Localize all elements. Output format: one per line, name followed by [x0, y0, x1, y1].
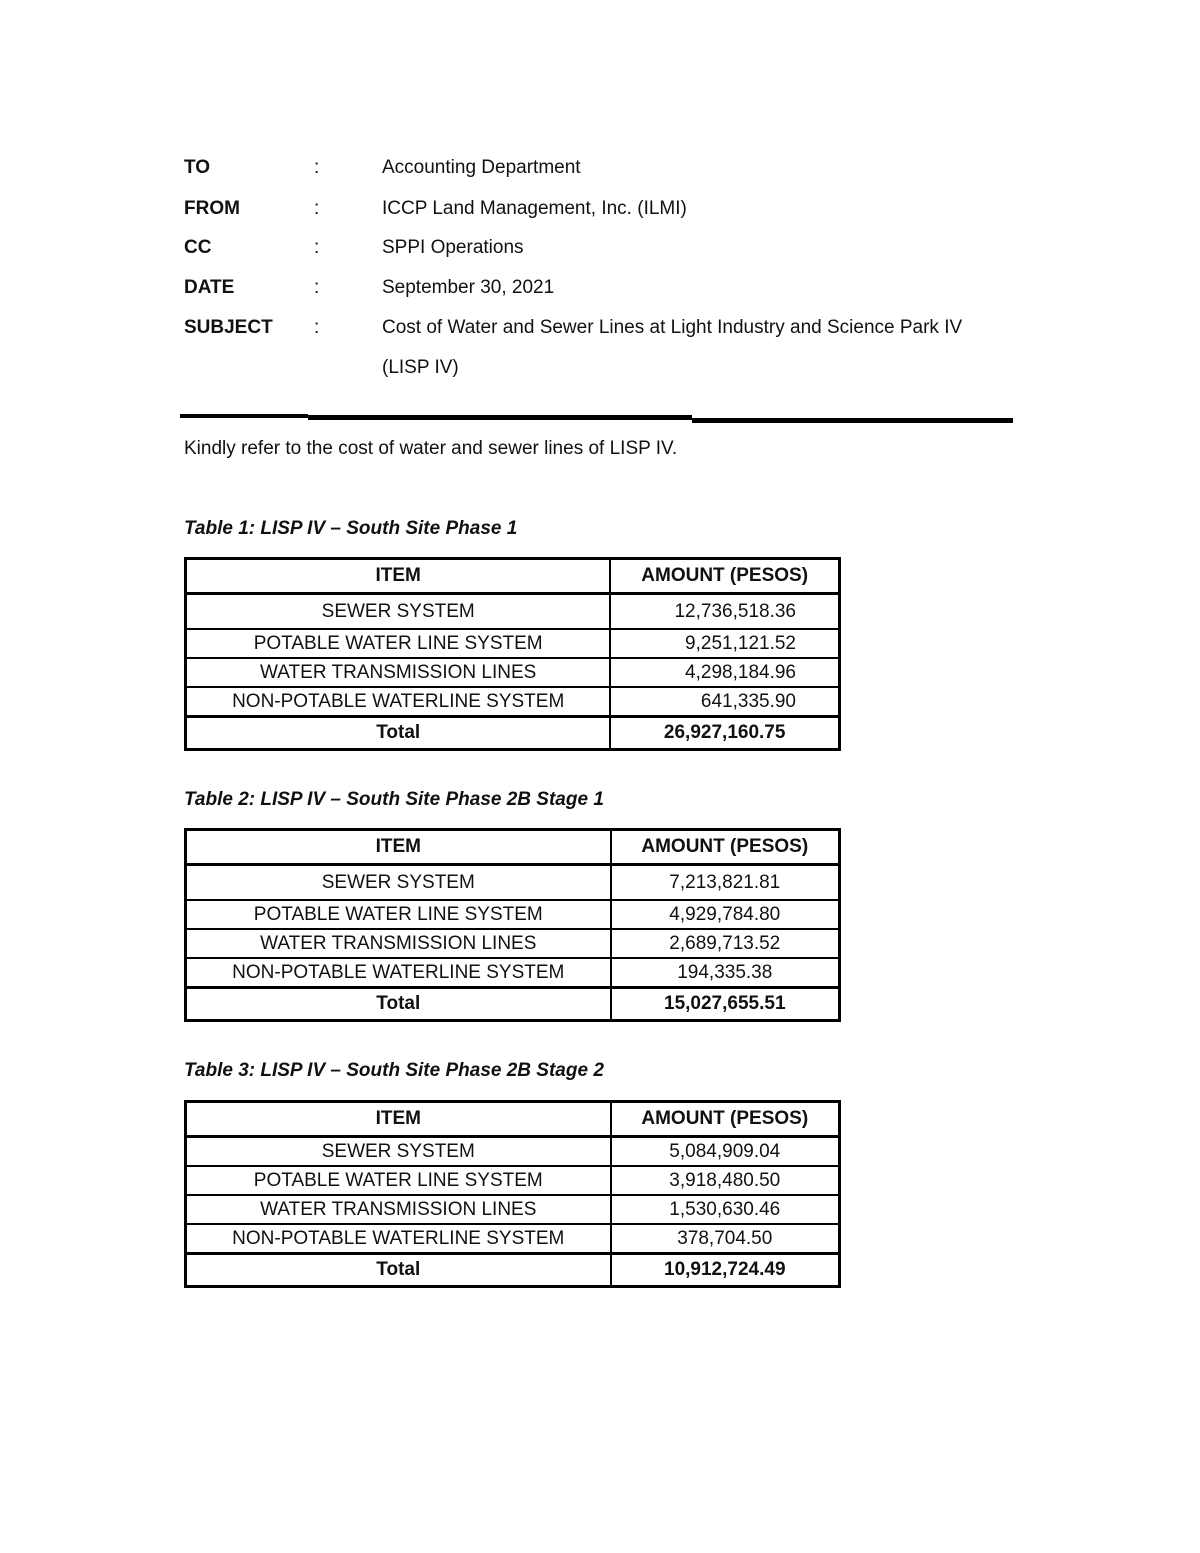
- table-row: [186, 865, 840, 901]
- row-amount: 7,213,821.81: [611, 865, 840, 901]
- row-amount: 194,335.38: [611, 958, 840, 988]
- column-header-amount: AMOUNT (PESOS): [610, 559, 839, 594]
- memo-date-value: September 30, 2021: [382, 277, 555, 298]
- memo-date-separator: :: [314, 277, 320, 298]
- table-row: [186, 900, 840, 929]
- row-amount: 5,084,909.04: [611, 1137, 840, 1167]
- row-amount: 1,530,630.46: [611, 1195, 840, 1224]
- memo-subject-value: Cost of Water and Sewer Lines at Light Industry and Science Park IV: [382, 317, 963, 338]
- total-label: Total: [186, 717, 611, 750]
- total-amount: 10,912,724.49: [611, 1254, 840, 1287]
- row-item: POTABLE WATER LINE SYSTEM: [186, 1166, 611, 1195]
- header-rule-segment-3: [692, 418, 1013, 423]
- table-total-row: [186, 717, 840, 750]
- table-1: [184, 557, 841, 751]
- memo-from-separator: :: [314, 198, 320, 219]
- row-item: WATER TRANSMISSION LINES: [186, 658, 611, 687]
- total-label: Total: [186, 988, 611, 1021]
- row-item: WATER TRANSMISSION LINES: [186, 1195, 611, 1224]
- memo-to-label: TO: [184, 157, 211, 178]
- table-2-caption: Table 2: LISP IV – South Site Phase 2B Stage 1: [184, 789, 604, 810]
- total-label: Total: [186, 1254, 611, 1287]
- table-row: [186, 958, 840, 988]
- column-header-amount: AMOUNT (PESOS): [611, 830, 840, 865]
- row-amount: 12,736,518.36: [610, 594, 839, 630]
- header-rule-segment-2: [308, 415, 692, 420]
- table-row: [186, 1224, 840, 1254]
- row-item: NON-POTABLE WATERLINE SYSTEM: [186, 958, 611, 988]
- table-3: [184, 1100, 841, 1288]
- table-row: [186, 594, 840, 630]
- intro-text: Kindly refer to the cost of water and sewer lines of LISP IV.: [184, 438, 678, 459]
- row-item: SEWER SYSTEM: [186, 594, 611, 630]
- table-row: [186, 629, 840, 658]
- row-amount: 9,251,121.52: [610, 629, 839, 658]
- header-rule-segment-1: [180, 414, 308, 418]
- memo-cc-separator: :: [314, 237, 320, 258]
- total-amount: 15,027,655.51: [611, 988, 840, 1021]
- table-total-row: [186, 988, 840, 1021]
- table-2: [184, 828, 841, 1022]
- table-row: [186, 1137, 840, 1167]
- column-header-item: ITEM: [186, 830, 611, 865]
- memo-from-label: FROM: [184, 198, 240, 219]
- table-row: [186, 1195, 840, 1224]
- table-header-row: [186, 1102, 840, 1137]
- table-total-row: [186, 1254, 840, 1287]
- row-item: SEWER SYSTEM: [186, 865, 611, 901]
- table-row: [186, 929, 840, 958]
- table-row: [186, 687, 840, 717]
- row-amount: 4,929,784.80: [611, 900, 840, 929]
- row-item: POTABLE WATER LINE SYSTEM: [186, 629, 611, 658]
- row-amount: 641,335.90: [610, 687, 839, 717]
- table-row: [186, 658, 840, 687]
- column-header-amount: AMOUNT (PESOS): [611, 1102, 840, 1137]
- row-amount: 4,298,184.96: [610, 658, 839, 687]
- memo-date-label: DATE: [184, 277, 235, 298]
- memo-to-separator: :: [314, 157, 320, 178]
- total-amount: 26,927,160.75: [610, 717, 839, 750]
- table-1-caption: Table 1: LISP IV – South Site Phase 1: [184, 518, 518, 539]
- memo-cc-label: CC: [184, 237, 212, 258]
- table-3-caption: Table 3: LISP IV – South Site Phase 2B Stage 2: [184, 1060, 604, 1081]
- column-header-item: ITEM: [186, 1102, 611, 1137]
- row-item: NON-POTABLE WATERLINE SYSTEM: [186, 1224, 611, 1254]
- table-header-row: [186, 830, 840, 865]
- table-header-row: [186, 559, 840, 594]
- memo-subject-separator: :: [314, 317, 320, 338]
- row-amount: 3,918,480.50: [611, 1166, 840, 1195]
- row-amount: 378,704.50: [611, 1224, 840, 1254]
- row-item: NON-POTABLE WATERLINE SYSTEM: [186, 687, 611, 717]
- memo-cc-value: SPPI Operations: [382, 237, 524, 258]
- memo-to-value: Accounting Department: [382, 157, 581, 178]
- row-item: WATER TRANSMISSION LINES: [186, 929, 611, 958]
- memo-subject-value-line2: (LISP IV): [382, 357, 459, 378]
- memo-subject-label: SUBJECT: [184, 317, 273, 338]
- column-header-item: ITEM: [186, 559, 611, 594]
- row-item: SEWER SYSTEM: [186, 1137, 611, 1167]
- memo-from-value: ICCP Land Management, Inc. (ILMI): [382, 198, 687, 219]
- row-amount: 2,689,713.52: [611, 929, 840, 958]
- row-item: POTABLE WATER LINE SYSTEM: [186, 900, 611, 929]
- table-row: [186, 1166, 840, 1195]
